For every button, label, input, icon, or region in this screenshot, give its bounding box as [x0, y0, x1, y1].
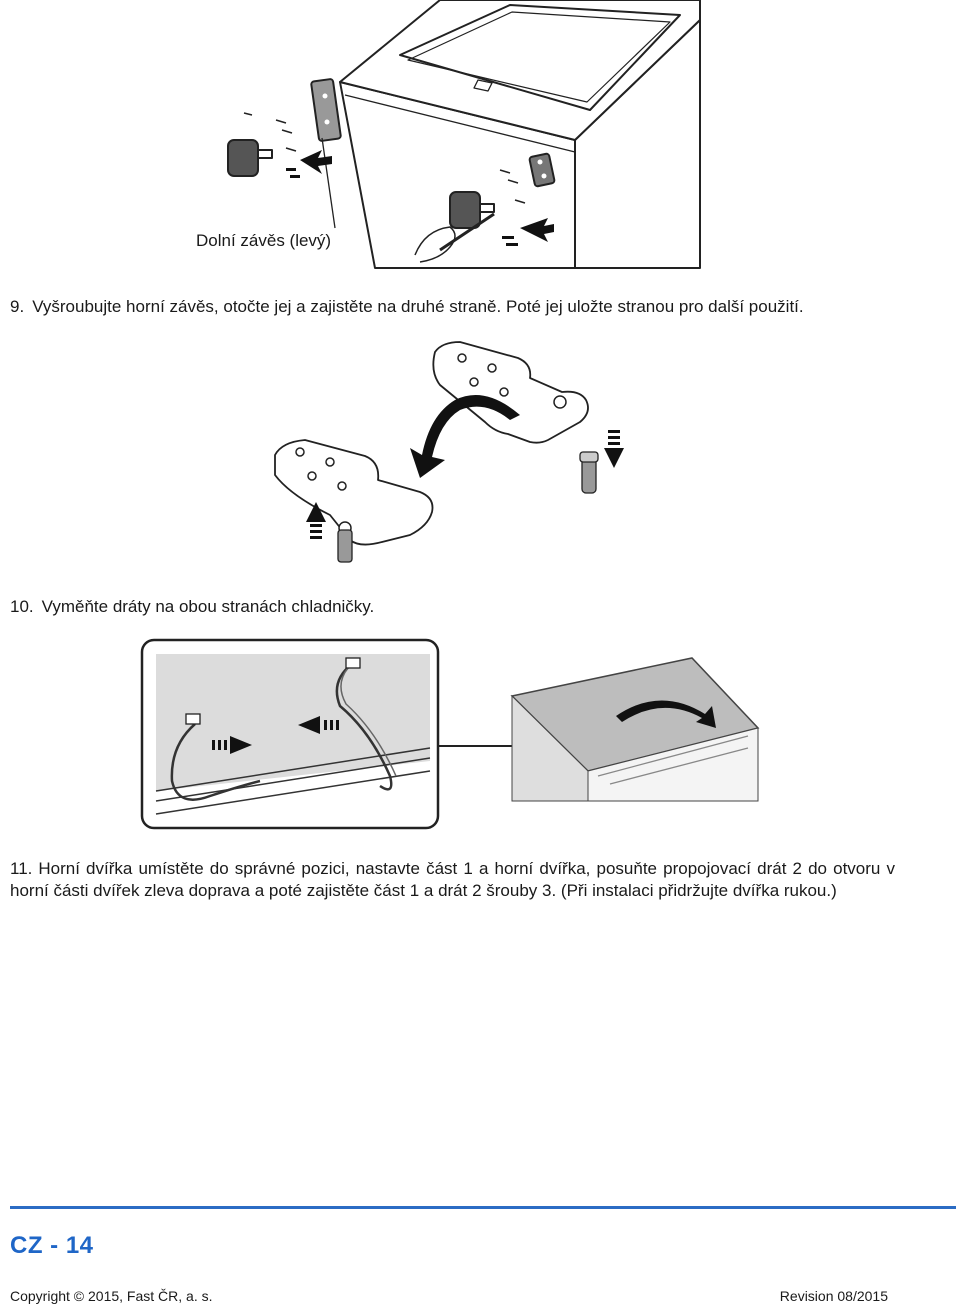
page-number: CZ - 14: [10, 1232, 94, 1259]
step-11: [10, 858, 895, 902]
step-10: [10, 596, 374, 618]
step-number: 9.: [10, 297, 25, 316]
arrow-down-icon: [604, 430, 624, 468]
step-number: 10.: [10, 597, 34, 616]
footer-divider: [10, 1206, 956, 1209]
step-text: Vyměňte dráty na obou stranách chladničky.: [41, 597, 375, 616]
revision-info: [780, 1288, 888, 1304]
caption-leader-line: [322, 138, 335, 228]
hinge-bracket-top: [433, 342, 588, 443]
step-text: Horní dvířka umístěte do správné pozici, nastavte část 1 a horní dvířka, posuňte propojovací drát 2 do otvoru v horní části dvířek zleva doprava a poté zajistěte část 1 a drát 2 šrouby 3. (Při instalaci přidržujte dvířka rukou.): [10, 859, 895, 900]
step-9: [10, 296, 804, 318]
revision-label: Revision: [779, 1288, 834, 1304]
wire-replacement-illustration: [140, 636, 760, 836]
hinge-rotation-illustration: [260, 330, 640, 570]
step-text: Vyšroubujte horní závěs, otočte jej a zajistěte na druhé straně. Poté jej uložte stranou pro další použití.: [32, 297, 804, 316]
figure-caption: Dolní závěs (levý): [196, 231, 332, 250]
rotation-arrow-icon: [410, 395, 520, 478]
hinge-pin-bottom-icon: [338, 530, 352, 562]
hinge-pin-top-icon: [580, 452, 598, 493]
lower-hinge-illustration: [180, 0, 705, 270]
copyright-notice: Copyright © 2015, Fast ČR, a. s.: [10, 1288, 213, 1304]
adjustable-foot-left-icon: [228, 140, 272, 176]
revision-date: 08/2015: [837, 1288, 888, 1304]
arrow-insert-left-icon: [286, 150, 332, 178]
step-number: 11.: [10, 859, 33, 878]
